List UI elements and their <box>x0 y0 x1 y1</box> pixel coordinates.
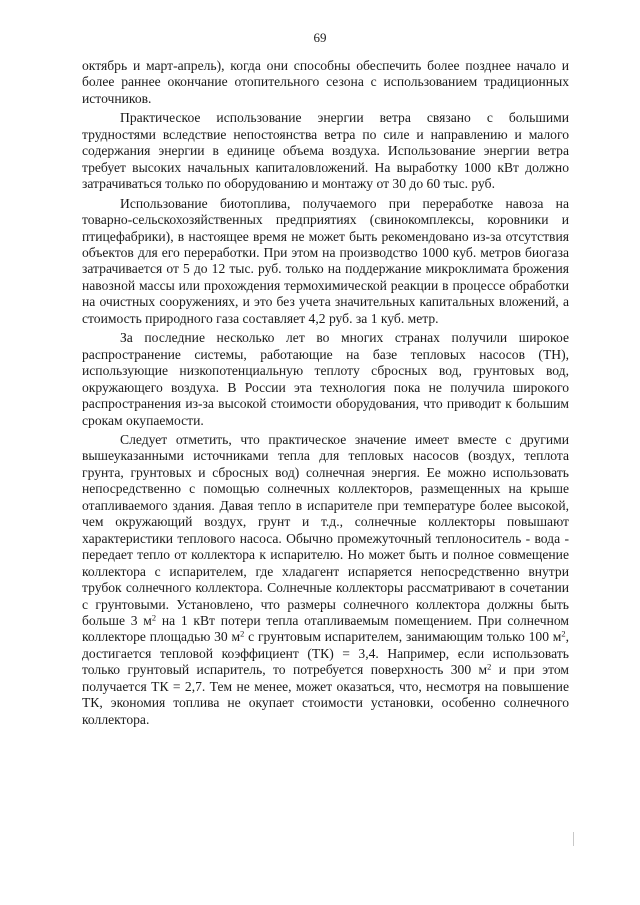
solar-text-part-4: , достигается тепловой коэффициент (ТК) = 3,4. Например, если использовать только грунтовый испаритель, то потребуется поверхность 300 м <box>82 629 570 678</box>
superscript-square-3: 2 <box>561 628 566 639</box>
page-number: 69 <box>313 30 327 45</box>
solar-text-part-1: Следует отметить, что практическое значение имеет вместе с другими вышеуказанными источниками тепла для тепловых насосов (воздух, теплота грунта, грунтовых и сбросных вод) солнечная энергия. Ее можно использовать непосредственно с помощью солнечных коллекторов, размещенных на крыше отапливаемого здания. Давая тепло в испарителе при температуре более высокой, чем окружающий воздух, грунт и т.д., солнечные коллекторы повышают характеристики теплового насоса. Обычно промежуточный теплоноситель - вода - передает тепло от коллектора к испарителю. Но может быть и полное совмещение коллектора с испарителем, где хладагент испаряется непосредственно внутри трубок солнечного коллектора. Солнечные коллекторы рассматривают в сочетании с грунтовыми. Установлено, что размеры солнечного коллектора должны быть больше 3 м <box>82 431 569 628</box>
superscript-square-2: 2 <box>240 628 245 639</box>
superscript-square-1: 2 <box>151 612 157 623</box>
paragraph-1-continuation: октябрь и март-апрель), когда они способны обеспечить более позднее начало и более раннее окончание отопительного сезона с использованием традиционных источников. <box>82 58 569 106</box>
scan-margin-mark <box>573 832 574 846</box>
solar-text-part-2: на 1 кВт потери тепла отапливаемым помещением. При солнечном коллекторе площадью 30 м <box>82 612 569 645</box>
paragraph-wind-energy: Практическое использование энергии ветра связано с большими трудностями вследствие непостоянства ветра по силе и направлению и малого содержания энергии в единице объема воздуха. Использование энергии ветра требует высоких начальных капиталовложений. На выработку 1000 кВт должно затрачиваться только по оборудованию и монтажу от 30 до 60 тыс. руб. <box>82 110 569 192</box>
body-text <box>82 58 569 728</box>
solar-text-part-3: с грунтовым испарителем, занимающим только 100 м <box>244 629 562 645</box>
solar-text-part-5: и при этом получается ТК = 2,7. Тем не менее, может оказаться, что, несмотря на повышение ТК, экономия топлива не окупает стоимости установки, особенно солнечного коллектора. <box>82 662 569 727</box>
paragraph-solar-energy <box>82 432 569 728</box>
superscript-square-4: 2 <box>487 661 492 672</box>
paragraph-heat-pumps: За последние несколько лет во многих странах получили широкое распространение системы, работающие на базе тепловых насосов (ТН), использующие низкопотенциальную теплоту сбросных вод, грунтовых вод, окружающего воздуха. В России эта технология пока не получила широкого распространения из-за высокой стоимости оборудования, что приводит к большим срокам окупаемости. <box>82 330 569 428</box>
paragraph-biofuel: Использование биотоплива, получаемого при переработке навоза на товарно-сельскохозяйственных предприятиях (свинокомплексы, коровники и птицефабрики), в настоящее время не может быть рекомендовано из-за отсутствия объектов для его переработки. При этом на производство 1000 куб. метров биогаза затрачивается от 5 до 12 тыс. руб. только на поддержание микроклимата брожения навозной массы или прохождения термохимической реакции в процессе обработки на очистных сооружениях, и это без учета значительных капитальных вложений, а стоимость природного газа составляет 4,2 руб. за 1 куб. метр. <box>82 195 569 326</box>
